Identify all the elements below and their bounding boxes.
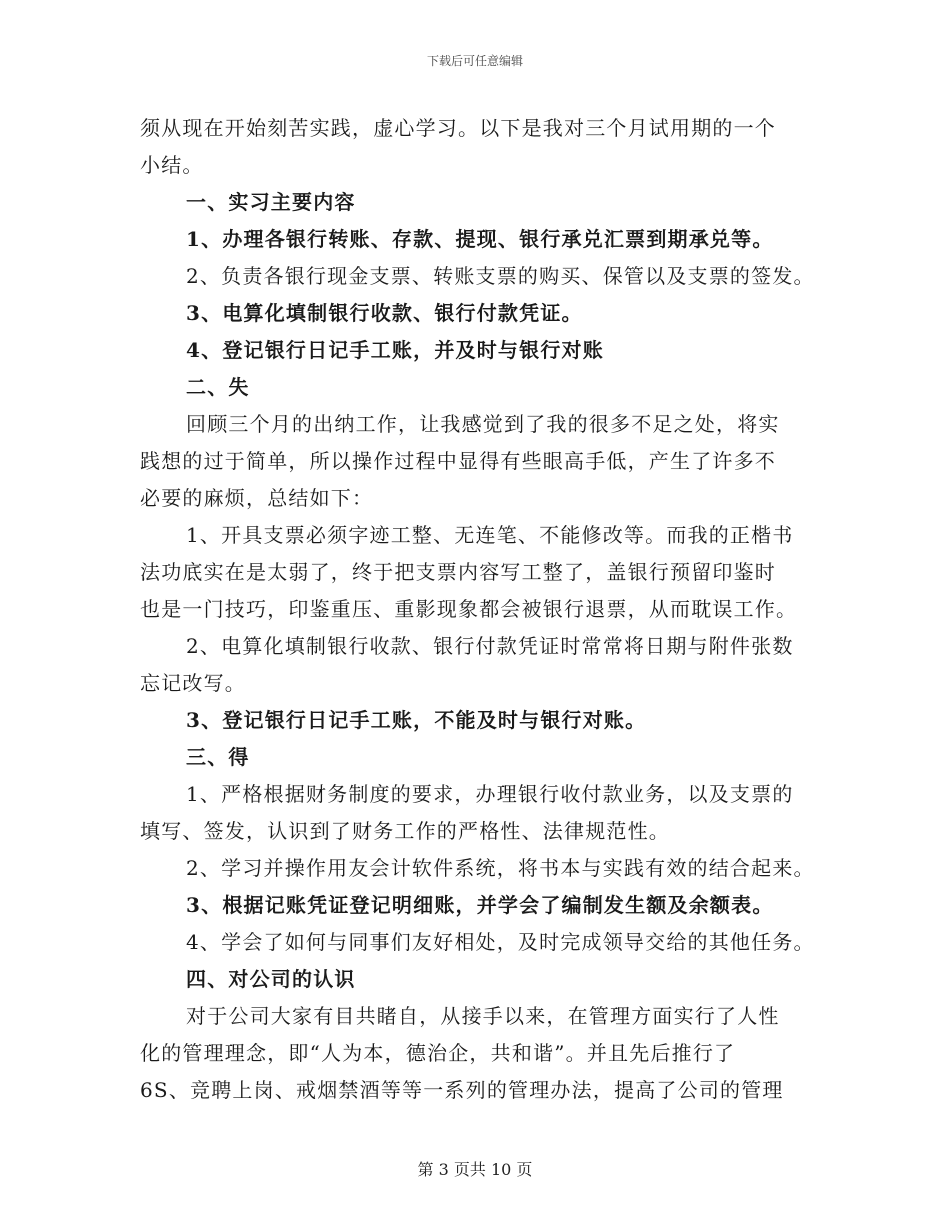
section-heading-line: 三、得 (186, 745, 250, 769)
paragraph-line: 小结。 (140, 153, 204, 177)
paragraph-line: 也是一门技巧，印鉴重压、重影现象都会被银行退票，从而耽误工作。 (140, 597, 798, 621)
section-heading-line: 一、实习主要内容 (186, 190, 356, 214)
paragraph-line: 填写、签发，认识到了财务工作的严格性、法律规范性。 (140, 819, 670, 843)
section-heading-line: 四、对公司的认识 (186, 967, 356, 991)
section-heading-line: 3、登记银行日记手工账，不能及时与银行对账。 (186, 708, 647, 732)
section-heading-line: 4、登记银行日记手工账，并及时与银行对账 (186, 338, 604, 362)
paragraph-line: 忘记改写。 (140, 671, 246, 695)
paragraph-line: 法功底实在是太弱了，终于把支票内容写工整了，盖银行预留印鉴时 (140, 560, 776, 584)
paragraph-line: 须从现在开始刻苦实践，虚心学习。以下是我对三个月试用期的一个 (140, 116, 776, 140)
section-heading-line: 1、办理各银行转账、存款、提现、银行承兑汇票到期承兑等。 (186, 227, 774, 251)
section-heading-line: 二、失 (186, 375, 250, 399)
section-heading-line: 3、根据记账凭证登记明细账，并学会了编制发生额及余额表。 (186, 893, 774, 917)
paragraph-line: 2、学习并操作用友会计软件系统，将书本与实践有效的结合起来。 (186, 856, 815, 880)
paragraph-line: 1、开具支票必须字迹工整、无连笔、不能修改等。而我的正楷书 (186, 523, 794, 547)
paragraph-line: 践想的过于简单，所以操作过程中显得有些眼高手低，产生了许多不 (140, 449, 776, 473)
section-heading-line: 3、电算化填制银行收款、银行付款凭证。 (186, 301, 583, 325)
paragraph-line: 1、严格根据财务制度的要求，办理银行收付款业务，以及支票的 (186, 782, 794, 806)
paragraph-line: 2、电算化填制银行收款、银行付款凭证时常常将日期与附件张数 (186, 634, 794, 658)
paragraph-line: 2、负责各银行现金支票、转账支票的购买、保管以及支票的签发。 (186, 264, 815, 288)
paragraph-line: 必要的麻烦，总结如下： (140, 486, 374, 510)
paragraph-line: 6S、竞聘上岗、戒烟禁酒等等一系列的管理办法，提高了公司的管理 (140, 1078, 784, 1102)
paragraph-line: 对于公司大家有目共睹自，从接手以来，在管理方面实行了人性 (186, 1004, 780, 1028)
paragraph-line: 4、学会了如何与同事们友好相处，及时完成领导交给的其他任务。 (186, 930, 815, 954)
paragraph-line: 回顾三个月的出纳工作，让我感觉到了我的很多不足之处，将实 (186, 412, 780, 436)
page-footer: 第 3 页共 10 页 (417, 1160, 533, 1179)
document-body (140, 110, 830, 1109)
page-header: 下载后可任意编辑 (426, 54, 523, 68)
paragraph-line: 化的管理理念，即“人为本，德治企，共和谐”。并且先后推行了 (140, 1041, 736, 1065)
